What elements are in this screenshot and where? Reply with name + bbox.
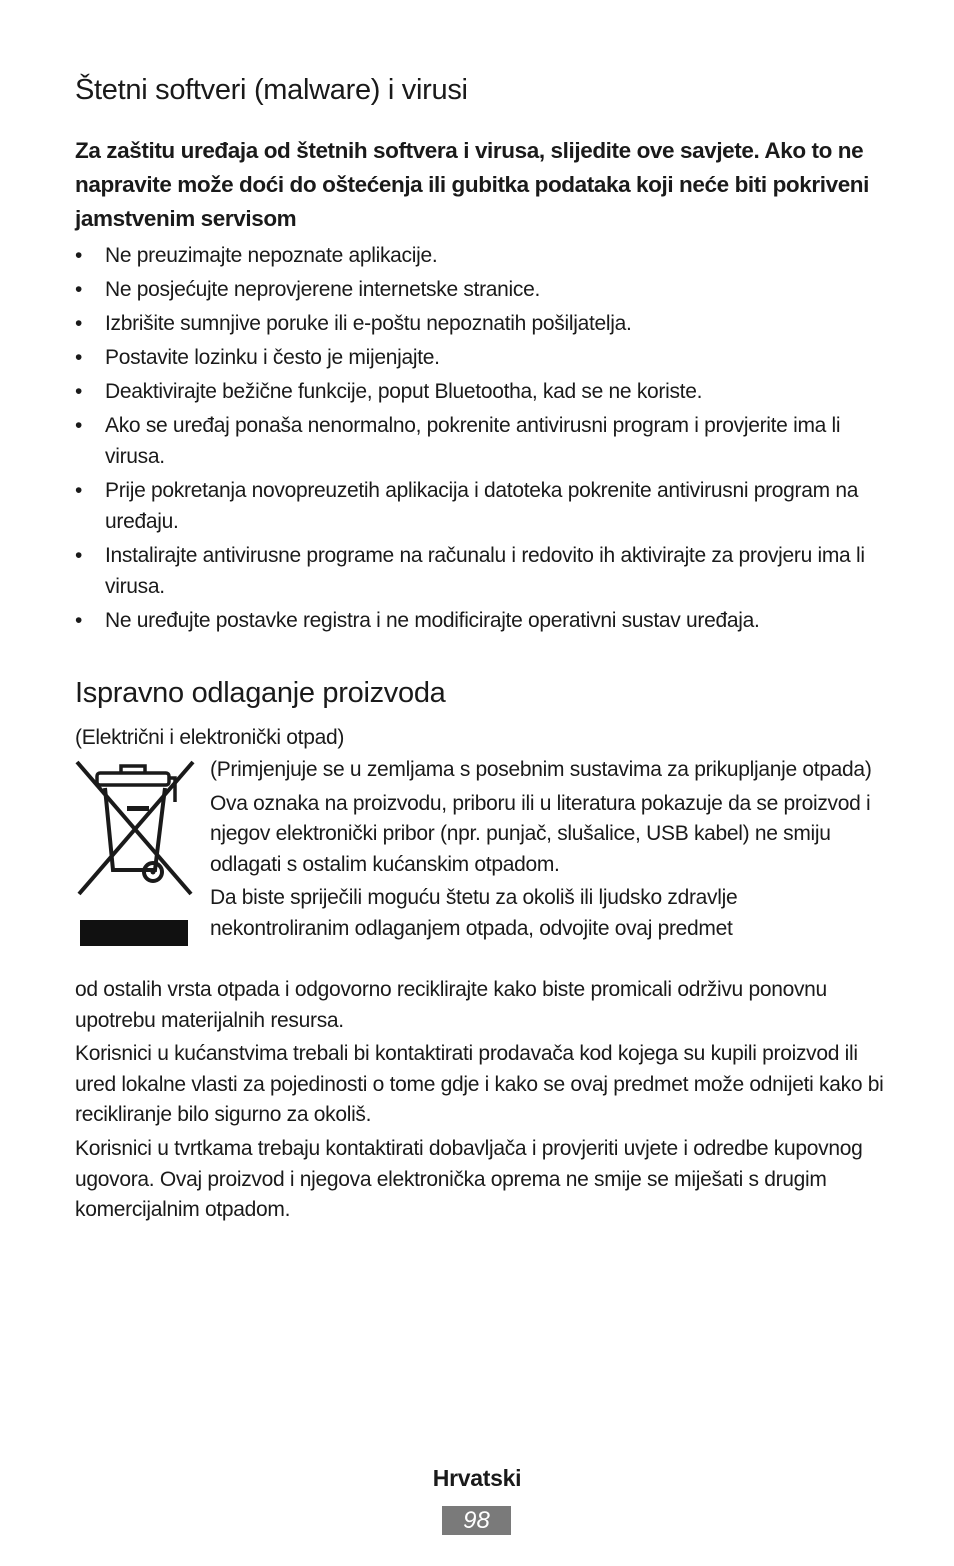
section-heading-disposal: Ispravno odlaganje proizvoda [75, 677, 446, 709]
paragraph: Ova oznaka na proizvodu, priboru ili u literatura pokazuje da se proizvod i njegov elektronički pribor (npr. punjač, slušalice, USB kabel) ne smiju odlagati s ostalim kućanskim otpadom. [210, 791, 871, 876]
list-item: • Izbrišite sumnjive poruke ili e-poštu nepoznatih pošiljatelja. [75, 308, 885, 339]
list-item: • Ne uređujte postavke registra i ne modificirajte operativni sustav uređaja. [75, 605, 885, 636]
list-item: • Postavite lozinku i često je mijenjajte. [75, 342, 885, 373]
page-number: 98 [442, 1506, 511, 1535]
list-item: • Ne posjećujte neprovjerene internetske stranice. [75, 274, 885, 305]
paragraph: Da biste spriječili moguću štetu za okoliš ili ljudsko zdravlje nekontroliranim odlaganjem otpada, odvojite ovaj predmet [210, 886, 738, 940]
bullet-icon: • [75, 346, 83, 369]
bullet-icon: • [75, 244, 83, 267]
bullet-icon: • [75, 544, 83, 567]
paragraph: (Primjenjuje se u zemljama s posebnim sustavima za prikupljanje otpada) [210, 758, 872, 781]
section-heading-malware: Štetni softveri (malware) i virusi [75, 74, 468, 106]
lead-paragraph: Za zaštitu uređaja od štetnih softvera i virusa, slijedite ove savjete. Ako to ne napravite može doći do oštećenja ili gubitka podataka koji neće biti pokriveni jamstvenim servisom [75, 138, 870, 231]
bullet-icon: • [75, 380, 83, 403]
list-item: • Instalirajte antivirusne programe na računalu i redovito ih aktivirajte za provjeru ima li virusa. [75, 540, 885, 602]
bullet-icon: • [75, 414, 83, 437]
list-item: • Prije pokretanja novopreuzetih aplikacija i datoteka pokrenite antivirusni program na uređaju. [75, 475, 885, 537]
section-subheading: (Električni i elektronički otpad) [75, 726, 345, 749]
bullet-icon: • [75, 312, 83, 335]
bullet-icon: • [75, 609, 83, 632]
list-item: • Ako se uređaj ponaša nenormalno, pokrenite antivirusni program i provjerite ima li virusa. [75, 410, 885, 472]
advice-list [75, 240, 885, 639]
weee-underline-bar [80, 920, 188, 946]
crossed-out-wheelie-bin-icon [75, 758, 197, 900]
paragraph-continuation: od ostalih vrsta otpada i odgovorno reciklirajte kako biste promicali održivu ponovnu upotrebu materijalnih resursa. [75, 978, 827, 1032]
paragraph-business: Korisnici u tvrtkama trebaju kontaktirati dobavljača i provjeriti uvjete i odredbe kupovnog ugovora. Ovaj proizvod i njegova elektronička oprema ne smije se miješati s drugim komercijalnim otpadom. [75, 1137, 863, 1221]
footer-language: Hrvatski [432, 1465, 522, 1491]
paragraph-households: Korisnici u kućanstvima trebali bi kontaktirati prodavača kod kojega su kupili proizvod ili ured lokalne vlasti za pojedinosti o tome gdje i kako se ovaj predmet može odnijeti kako bi recikliranje bilo sigurno za okoliš. [75, 1042, 884, 1126]
disposal-intro-text [210, 755, 880, 947]
list-item: • Ne preuzimajte nepoznate aplikacije. [75, 240, 885, 271]
list-item: • Deaktivirajte bežične funkcije, poput Bluetootha, kad se ne koriste. [75, 376, 885, 407]
bullet-icon: • [75, 278, 83, 301]
bullet-icon: • [75, 479, 83, 502]
